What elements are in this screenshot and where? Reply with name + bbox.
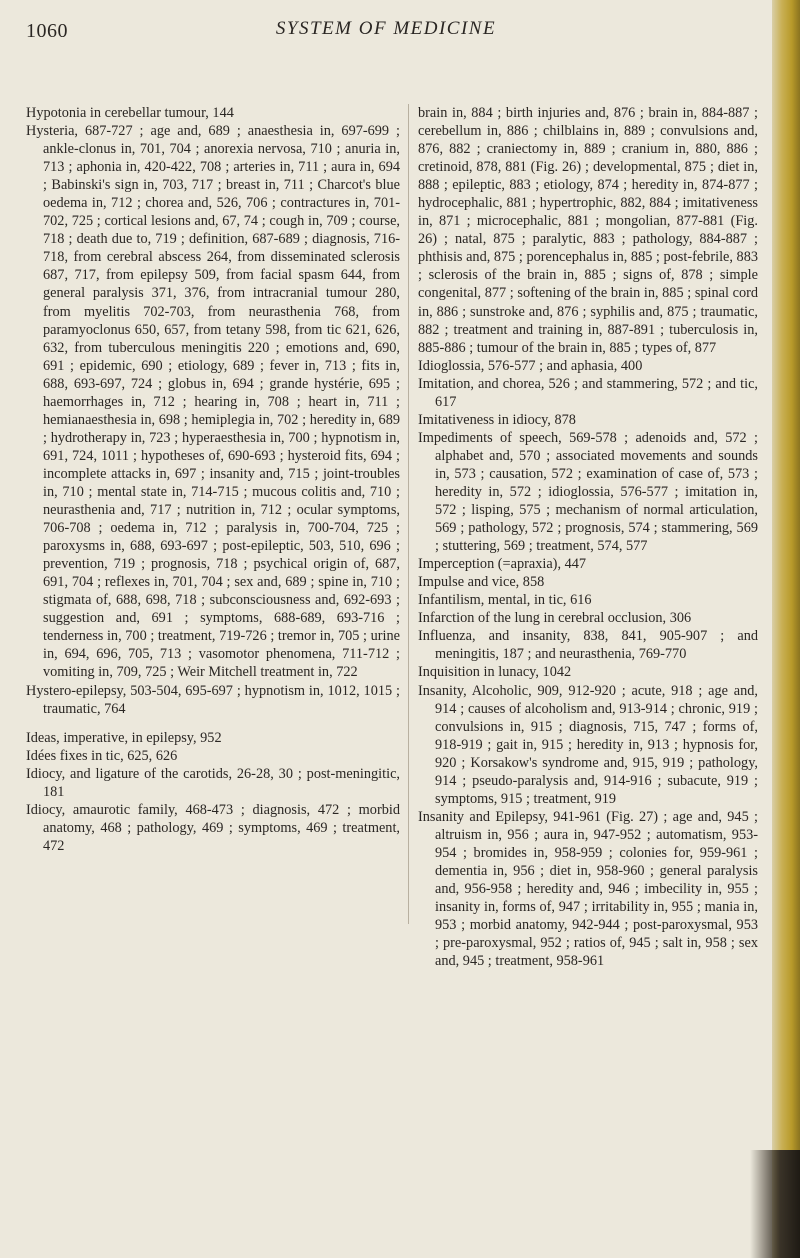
index-entry: Idiocy, and ligature of the carotids, 26-28, 30 ; post-meningitic, 181 bbox=[26, 765, 400, 800]
index-entry: Hysteria, 687-727 ; age and, 689 ; anaesthesia in, 697-699 ; ankle-clonus in, 701, 704 ; anorexia nervosa, 710 ; anuria in, 713 ; aphonia in, 420-422, 708 ; arteries in, 711 ; aura in, 694 ; Babinski's sign in, 703, 717 ; breast in, 711 ; Charcot's blue oedema in, 712 ; chorea and, 526, 706 ; contractures in, 701-702, 725 ; cortical lesions and, 67, 74 ; cough in, 709 ; course, 718 ; death due to, 719 ; definition, 687-689 ; diagnosis, 716-718, from cerebral abscess 264, from disseminated sclerosis 687, 717, from epilepsy 509, from facial spasm 644, from general paralysis 371, 376, from intracranial tumour 280, from myelitis 702-703, from neurasthenia 768, from paramyoclonus 650, 657, from tetany 598, from tic 621, 626, 632, from tuberculous meningitis 220 ; emotions and, 690, 691 ; epidemic, 690 ; etiology, 689 ; fever in, 713 ; fits in, 688, 693-697, 724 ; globus in, 694 ; grande hystérie, 695 ; haemorrhages in, 712 ; hearing in, 708 ; heart in, 711 ; hemianaesthesia in, 698 ; hemiplegia in, 702 ; heredity in, 689 ; hydrotherapy in, 723 ; hyperaesthesia in, 700 ; hypnotism in, 691, 724, 1011 ; hypotheses of, 690-693 ; hysteroid fits, 694 ; incomplete attacks in, 697 ; insanity and, 715 ; joint-troubles in, 710 ; mental state in, 714-715 ; mucous colitis and, 710 ; neurasthenia and, 717 ; nutrition in, 712 ; ocular symptoms, 706-708 ; oedema in, 712 ; paralysis in, 700-704, 725 ; paroxysms in, 688, 693-697 ; post-epileptic, 503, 510, 696 ; prevention, 719 ; prognosis, 718 ; psychical origin of, 687, 691, 704 ; reflexes in, 701, 704 ; sex and, 689 ; spine in, 710 ; stigmata of, 688, 698, 718 ; subconsciousness and, 692-693 ; suggestion and, 691 ; symptoms, 688-689, 693-716 ; tenderness in, 700 ; treatment, 719-726 ; tremor in, 705 ; urine in, 694, 696, 705, 713 ; vasomotor phenomena, 711-712 ; vomiting in, 709, 725 ; Weir Mitchell treatment in, 722 bbox=[26, 123, 400, 681]
index-entry: Idioglossia, 576-577 ; and aphasia, 400 bbox=[418, 357, 643, 374]
index-entry: Hystero-epilepsy, 503-504, 695-697 ; hypnotism in, 1012, 1015 ; traumatic, 764 bbox=[26, 682, 400, 717]
index-entry: Ideas, imperative, in epilepsy, 952 bbox=[26, 729, 222, 746]
index-entry: Idiocy, amaurotic family, 468-473 ; diagnosis, 472 ; morbid anatomy, 468 ; pathology, 469 ; symptoms, 469 ; treatment, 472 bbox=[26, 801, 400, 854]
index-entry-continued: brain in, 884 ; birth injuries and, 876 ; brain in, 884-887 ; cerebellum in, 886 ; chilblains in, 889 ; convulsions and, 876, 882 ; craniectomy in, 889 ; cranium in, 880, 886 ; cretinoid, 878, 881 (Fig. 26) ; developmental, 875 ; diet in, 888 ; epileptic, 883 ; etiology, 874 ; heredity in, 874-877 ; hydrocephalic, 881 ; hypertrophic, 882, 884 ; imitativeness in, 871 ; microcephalic, 881 ; mongolian, 877-881 (Fig. 26) ; natal, 875 ; paralytic, 883 ; pathology, 884-887 ; phthisis and, 875 ; porencephalus in, 885 ; post-febrile, 883 ; sclerosis of the brain in, 885 ; signs of, 878 ; simple congenital, 877 ; softening of the brain in, 885 ; spinal cord in, 886 ; sunstroke and, 876 ; syphilis and, 875 ; traumatic, 882 ; treatment and training in, 887-891 ; tuberculosis in, 885-886 ; tumour of the brain in, 885 ; types of, 877 bbox=[418, 105, 758, 356]
index-entry: Infarction of the lung in cerebral occlusion, 306 bbox=[418, 610, 692, 627]
section-gap bbox=[26, 718, 400, 729]
running-title: SYSTEM OF MEDICINE bbox=[275, 18, 497, 39]
index-column-right bbox=[418, 104, 758, 970]
index-entry: Impediments of speech, 569-578 ; adenoids and, 572 ; alphabet and, 570 ; associated movements and sounds in, 573 ; causation, 572 ; examination of case of, 573 ; heredity in, 572 ; idioglossia, 576-577 ; imitation in, 572 ; lisping, 575 ; mechanism of normal articulation, 569 ; pathology, 572 ; prognosis, 574 ; stammering, 569 ; stuttering, 569 ; treatment, 574, 577 bbox=[418, 429, 758, 555]
column-divider bbox=[408, 104, 409, 924]
index-entry: Impulse and vice, 858 bbox=[418, 574, 545, 591]
book-edge-shadow bbox=[750, 1150, 800, 1258]
index-entry: Infantilism, mental, in tic, 616 bbox=[418, 592, 592, 609]
index-entry: Hypotonia in cerebellar tumour, 144 bbox=[26, 105, 234, 121]
index-entry: Influenza, and insanity, 838, 841, 905-907 ; and meningitis, 187 ; and neurasthenia, 769-770 bbox=[418, 628, 758, 663]
index-column-left bbox=[26, 104, 400, 855]
page-number: 1060 bbox=[26, 20, 68, 42]
index-entry: Insanity and Epilepsy, 941-961 (Fig. 27) ; age and, 945 ; altruism in, 956 ; aura in, 947-952 ; automatism, 953-954 ; bromides in, 958-959 ; colonies for, 959-961 ; dementia in, 956 ; diet in, 958-960 ; general paralysis and, 956-958 ; heredity and, 946 ; imbecility in, 955 ; insanity in, forms of, 947 ; irritability in, 955 ; mania in, 953 ; morbid anatomy, 942-944 ; post-paroxysmal, 953 ; pre-paroxysmal, 952 ; ratios of, 945 ; salt in, 958 ; sex and, 945 ; treatment, 958-961 bbox=[418, 808, 758, 970]
index-entry: Insanity, Alcoholic, 909, 912-920 ; acute, 918 ; age and, 914 ; causes of alcoholism and, 913-914 ; chronic, 919 ; convulsions in, 915 ; diagnosis, 715, 747 ; forms of, 918-919 ; gait in, 915 ; heredity in, 913 ; hypnosis for, 920 ; Korsakow's syndrome and, 915, 919 ; pathology, 914 ; pseudo-paralysis and, 914-916 ; subacute, 919 ; symptoms, 915 ; treatment, 919 bbox=[418, 682, 758, 807]
index-entry: Inquisition in lunacy, 1042 bbox=[418, 664, 572, 681]
book-edge bbox=[772, 0, 800, 1258]
index-entry: Imitation, and chorea, 526 ; and stammering, 572 ; and tic, 617 bbox=[418, 375, 758, 410]
index-entry: Idées fixes in tic, 625, 626 bbox=[26, 747, 178, 764]
index-entry: Imperception (=apraxia), 447 bbox=[418, 556, 587, 573]
index-entry: Imitativeness in idiocy, 878 bbox=[418, 411, 576, 428]
